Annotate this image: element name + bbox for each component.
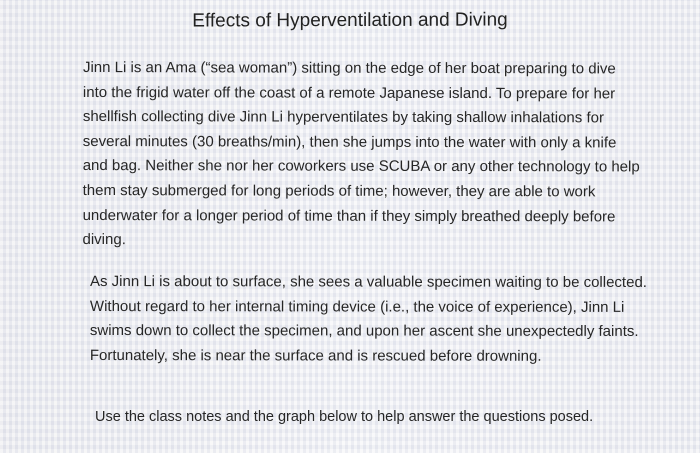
paragraph-line: swims down to collect the specimen, and upon her ascent she unexpectedly faints. [89, 322, 639, 341]
paragraph-line: and bag. Neither she nor her coworkers use SCUBA or any other technology to help [82, 157, 640, 176]
document-title: Effects of Hyperventilation and Diving [192, 9, 508, 32]
paragraph-line: them stay submerged for long periods of time; however, they are able to work [82, 181, 596, 201]
paragraph-line: Jinn Li is an Ama (“sea woman”) sitting on the edge of her boat preparing to dive [82, 58, 616, 78]
paragraph-line: Fortunately, she is near the surface and is rescued before drowning. [89, 346, 542, 365]
paragraph-line: into the frigid water off the coast of a remote Japanese island. To prepare for her [82, 83, 616, 102]
paragraph-line: several minutes (30 breaths/min), then she jumps into the water with only a knife [82, 132, 617, 152]
paragraph-line: shellfish collecting dive Jinn Li hyperventilates by taking shallow inhalations for [82, 108, 604, 127]
paragraph-scenario [82, 56, 643, 254]
paragraph-line: underwater for a longer period of time than if they simply breathed deeply before [82, 206, 616, 225]
paragraph-ascent [90, 270, 650, 369]
paragraph-line: As Jinn Li is about to surface, she sees a valuable specimen waiting to be collected. [89, 273, 647, 291]
paragraph-instructions: Use the class notes and the graph below to help answer the questions posed. [95, 409, 594, 425]
paragraph-line: diving. [82, 231, 126, 249]
paragraph-line: Without regard to her internal timing device (i.e., the voice of experience), Jinn Li [89, 297, 625, 316]
